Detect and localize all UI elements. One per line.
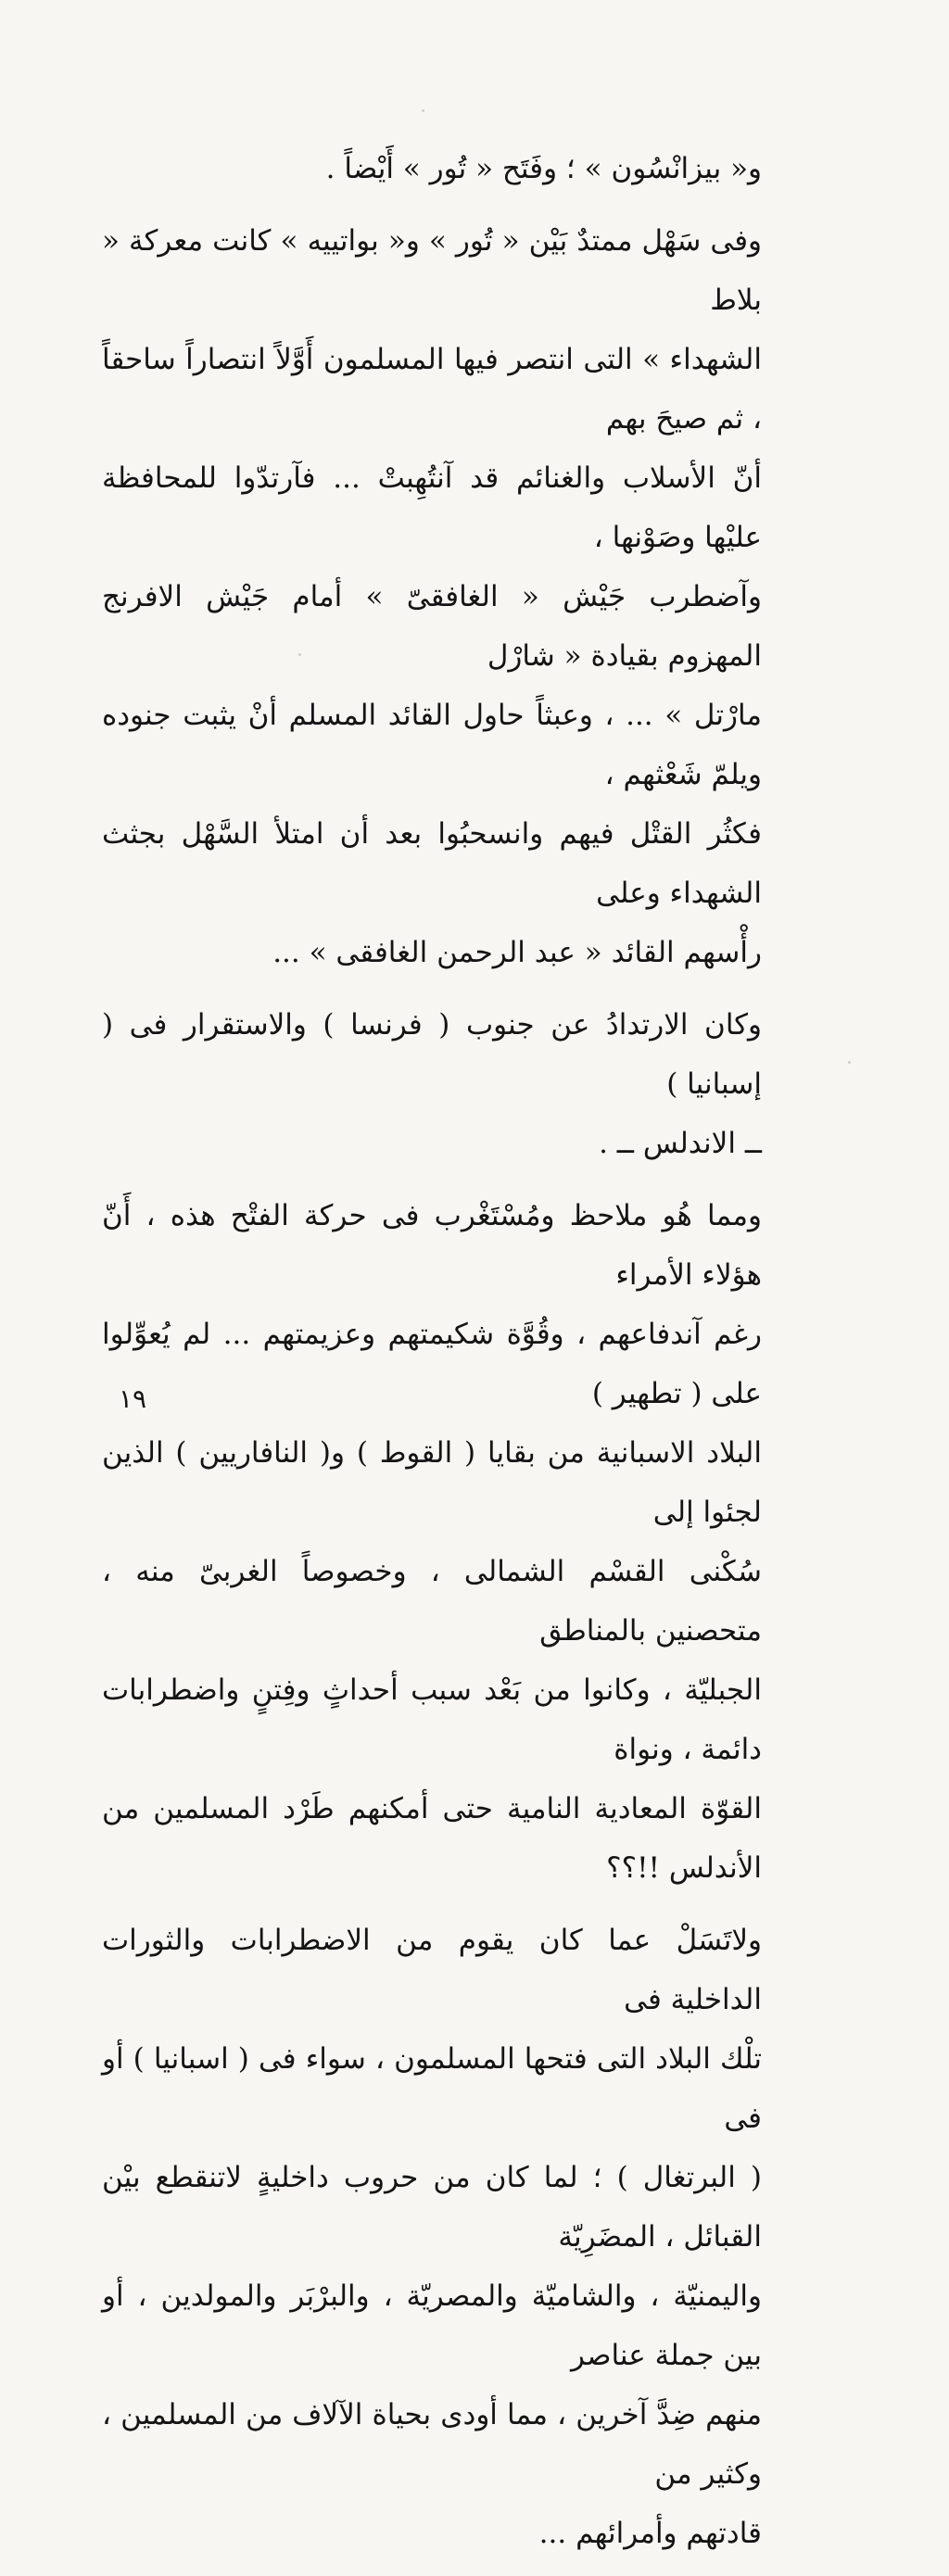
text-line: الجبليّة ، وكانوا من بَعْد سبب أحداثٍ وفِتنٍ واضطرابات دائمة ، ونواة [102, 1673, 762, 1766]
text-line: ( البرتغال ) ؛ لما كان من حروب داخليةٍ لاتنقطع بيْن القبائل ، المضَرِيّة [102, 2161, 762, 2254]
text-line: ومما هُو ملاحظ ومُسْتَغْرب فى حركة الفتْح هذه ، أَنّ هؤلاء الأمراء [102, 1199, 762, 1292]
paragraph-conquest-tours [102, 139, 762, 198]
paragraph-observation [102, 1186, 762, 1898]
text-line: وآضطرب جَيْش « الغافقىّ » أمام جَيْش الافرنج المهزوم بقيادة « شارْل [102, 580, 762, 673]
text-line: منهم ضِدَّ آخرين ، مما أودى بحياة الآلاف من المسلمين ، وكثير من [102, 2398, 762, 2491]
scan-speck [848, 1061, 851, 1064]
paragraph-battle-of-tours [102, 211, 762, 982]
text-line: رأْسهم القائد « عبد الرحمن الغافقى » ... [272, 936, 762, 969]
text-line: و« بيزانْسُون » ؛ وفَتَح « تُور » أَيْضاً . [325, 152, 762, 185]
text-line: أنّ الأسلاب والغنائم قد آنتُهِبتْ ... فآرتدّوا للمحافظة عليْها وصَوْنها ، [102, 461, 762, 554]
paragraph-retreat-andalus [102, 995, 762, 1173]
text-line: وكان الارتدادُ عن جنوب ( فرنسا ) والاستقرار فى ( إسبانيا ) [102, 1008, 762, 1101]
text-line: ولاتَسَلْ عما كان يقوم من الاضطرابات والثورات الداخلية فى [102, 1924, 762, 2016]
paragraph-internal-strife [102, 1911, 762, 2563]
text-line: تلْك البلاد التى فتحها المسلمون ، سواء فى ( اسبانيا ) أو فى [102, 2042, 762, 2135]
text-line: رغم آندفاعهم ، وقُوَّة شكيمتهم وعزيمتهم ... لم يُعوِّلوا على ( تطهير ) [102, 1318, 762, 1410]
text-line: فكثُر القتْل فيهم وانسحبُوا بعد أن امتلأ السَّهْل بجثث الشهداء وعلى [102, 817, 762, 910]
text-line: الشهداء » التى انتصر فيها المسلمون أَوَّلاً انتصاراً ساحقاً ، ثم صيحَ بهم [102, 343, 762, 436]
text-line: ــ الاندلس ــ . [599, 1127, 762, 1160]
scan-speck [422, 109, 424, 112]
book-text-body [102, 139, 762, 2576]
text-line: وفى سَهْل ممتدٌ بَيْن « تُور » و« بواتييه » كانت معركة « بلاط [102, 224, 762, 317]
text-line: سُكْنى القسْم الشمالى ، وخصوصاً الغربىّ منه ، متحصنين بالمناطق [102, 1555, 762, 1648]
text-line: قادتهم وأمرائهم ... [538, 2517, 762, 2550]
text-line: البلاد الاسبانية من بقايا ( القوط ) و( النافاريين ) الذين لجئوا إلى [102, 1436, 762, 1529]
text-line: مارْتل » ... ، وعبثاً حاول القائد المسلم أنْ يثبت جنوده ويلمّ شَعْثهم ، [102, 699, 762, 791]
text-line: القوّة المعادية النامية حتى أمكنهم طَرْد المسلمين من الأندلس !!؟؟ [102, 1792, 762, 1885]
text-line: واليمنيّة ، والشاميّة والمصريّة ، والبرْبَر والمولدين ، أو بين جملة عناصر [102, 2279, 762, 2372]
page-number: ١٩ [119, 1383, 147, 1414]
